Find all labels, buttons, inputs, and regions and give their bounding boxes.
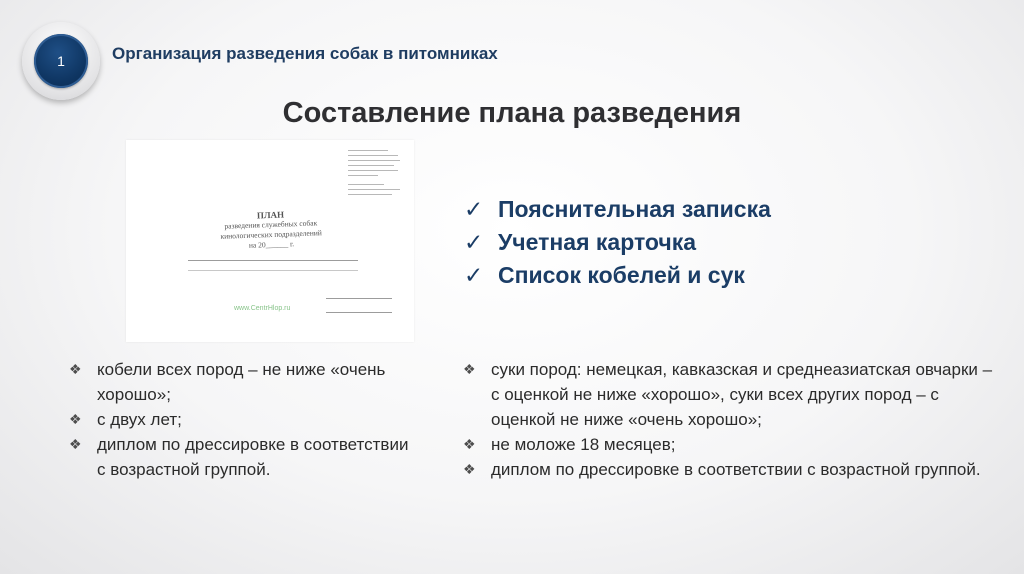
- list-item: [69, 432, 409, 482]
- document-signature-line: [326, 298, 392, 299]
- diamond-bullet-icon: ❖: [463, 461, 476, 477]
- header-title: Организация разведения собак в питомниках: [112, 44, 498, 63]
- list-item-text: кобели всех пород – не ниже «очень хорошо»;: [97, 360, 386, 404]
- document-heading: [185, 207, 356, 253]
- approval-block: [348, 150, 404, 199]
- checkmark-icon: ✓: [464, 196, 484, 222]
- diamond-bullet-icon: ❖: [463, 436, 476, 452]
- diamond-bullet-icon: ❖: [463, 361, 476, 377]
- diamond-bullet-icon: ❖: [69, 361, 82, 377]
- document-underline: [188, 260, 358, 261]
- document-line: на 20______ г.: [248, 239, 295, 250]
- males-requirements: [69, 357, 409, 482]
- checkmark-icon: ✓: [464, 229, 484, 255]
- document-underline: [188, 270, 358, 271]
- document-watermark: www.CentrHlop.ru: [234, 305, 291, 312]
- list-item: [463, 432, 1003, 457]
- list-item: [463, 357, 1003, 432]
- diamond-bullet-icon: ❖: [69, 436, 82, 452]
- list-item: [69, 357, 409, 407]
- checklist-item: [464, 259, 771, 292]
- slide-number-badge: [22, 22, 100, 100]
- checklist-item-label: Учетная карточка: [498, 229, 697, 255]
- document-line: ПЛАН: [256, 209, 285, 221]
- checklist-item: [464, 193, 771, 226]
- document-checklist: [464, 193, 771, 292]
- checklist-item: [464, 226, 771, 259]
- list-item-text: диплом по дрессировке в соответствии с возрастной группой.: [97, 435, 409, 479]
- list-item-text: диплом по дрессировке в соответствии с возрастной группой.: [491, 460, 981, 479]
- list-item-text: не моложе 18 месяцев;: [491, 435, 676, 454]
- slide-title: Составление плана разведения: [282, 97, 742, 129]
- list-item-text: с двух лет;: [97, 410, 182, 429]
- slide-number: 1: [34, 34, 88, 88]
- document-line: разведения служебных собак: [224, 218, 318, 231]
- document-signature-line: [326, 312, 392, 313]
- list-item: [463, 457, 1003, 482]
- females-requirements: [463, 357, 1003, 482]
- plan-document-image: [126, 140, 414, 342]
- document-line: кинологических подразделений: [220, 228, 322, 241]
- checklist-item-label: Список кобелей и сук: [498, 262, 745, 288]
- diamond-bullet-icon: ❖: [69, 411, 82, 427]
- checklist-item-label: Пояснительная записка: [498, 196, 771, 222]
- list-item: [69, 407, 409, 432]
- list-item-text: суки пород: немецкая, кавказская и среднеазиатская овчарки – с оценкой не ниже «хорошо», суки всех других пород – с оценкой не ниже «очень хорошо»;: [491, 360, 993, 429]
- checkmark-icon: ✓: [464, 262, 484, 288]
